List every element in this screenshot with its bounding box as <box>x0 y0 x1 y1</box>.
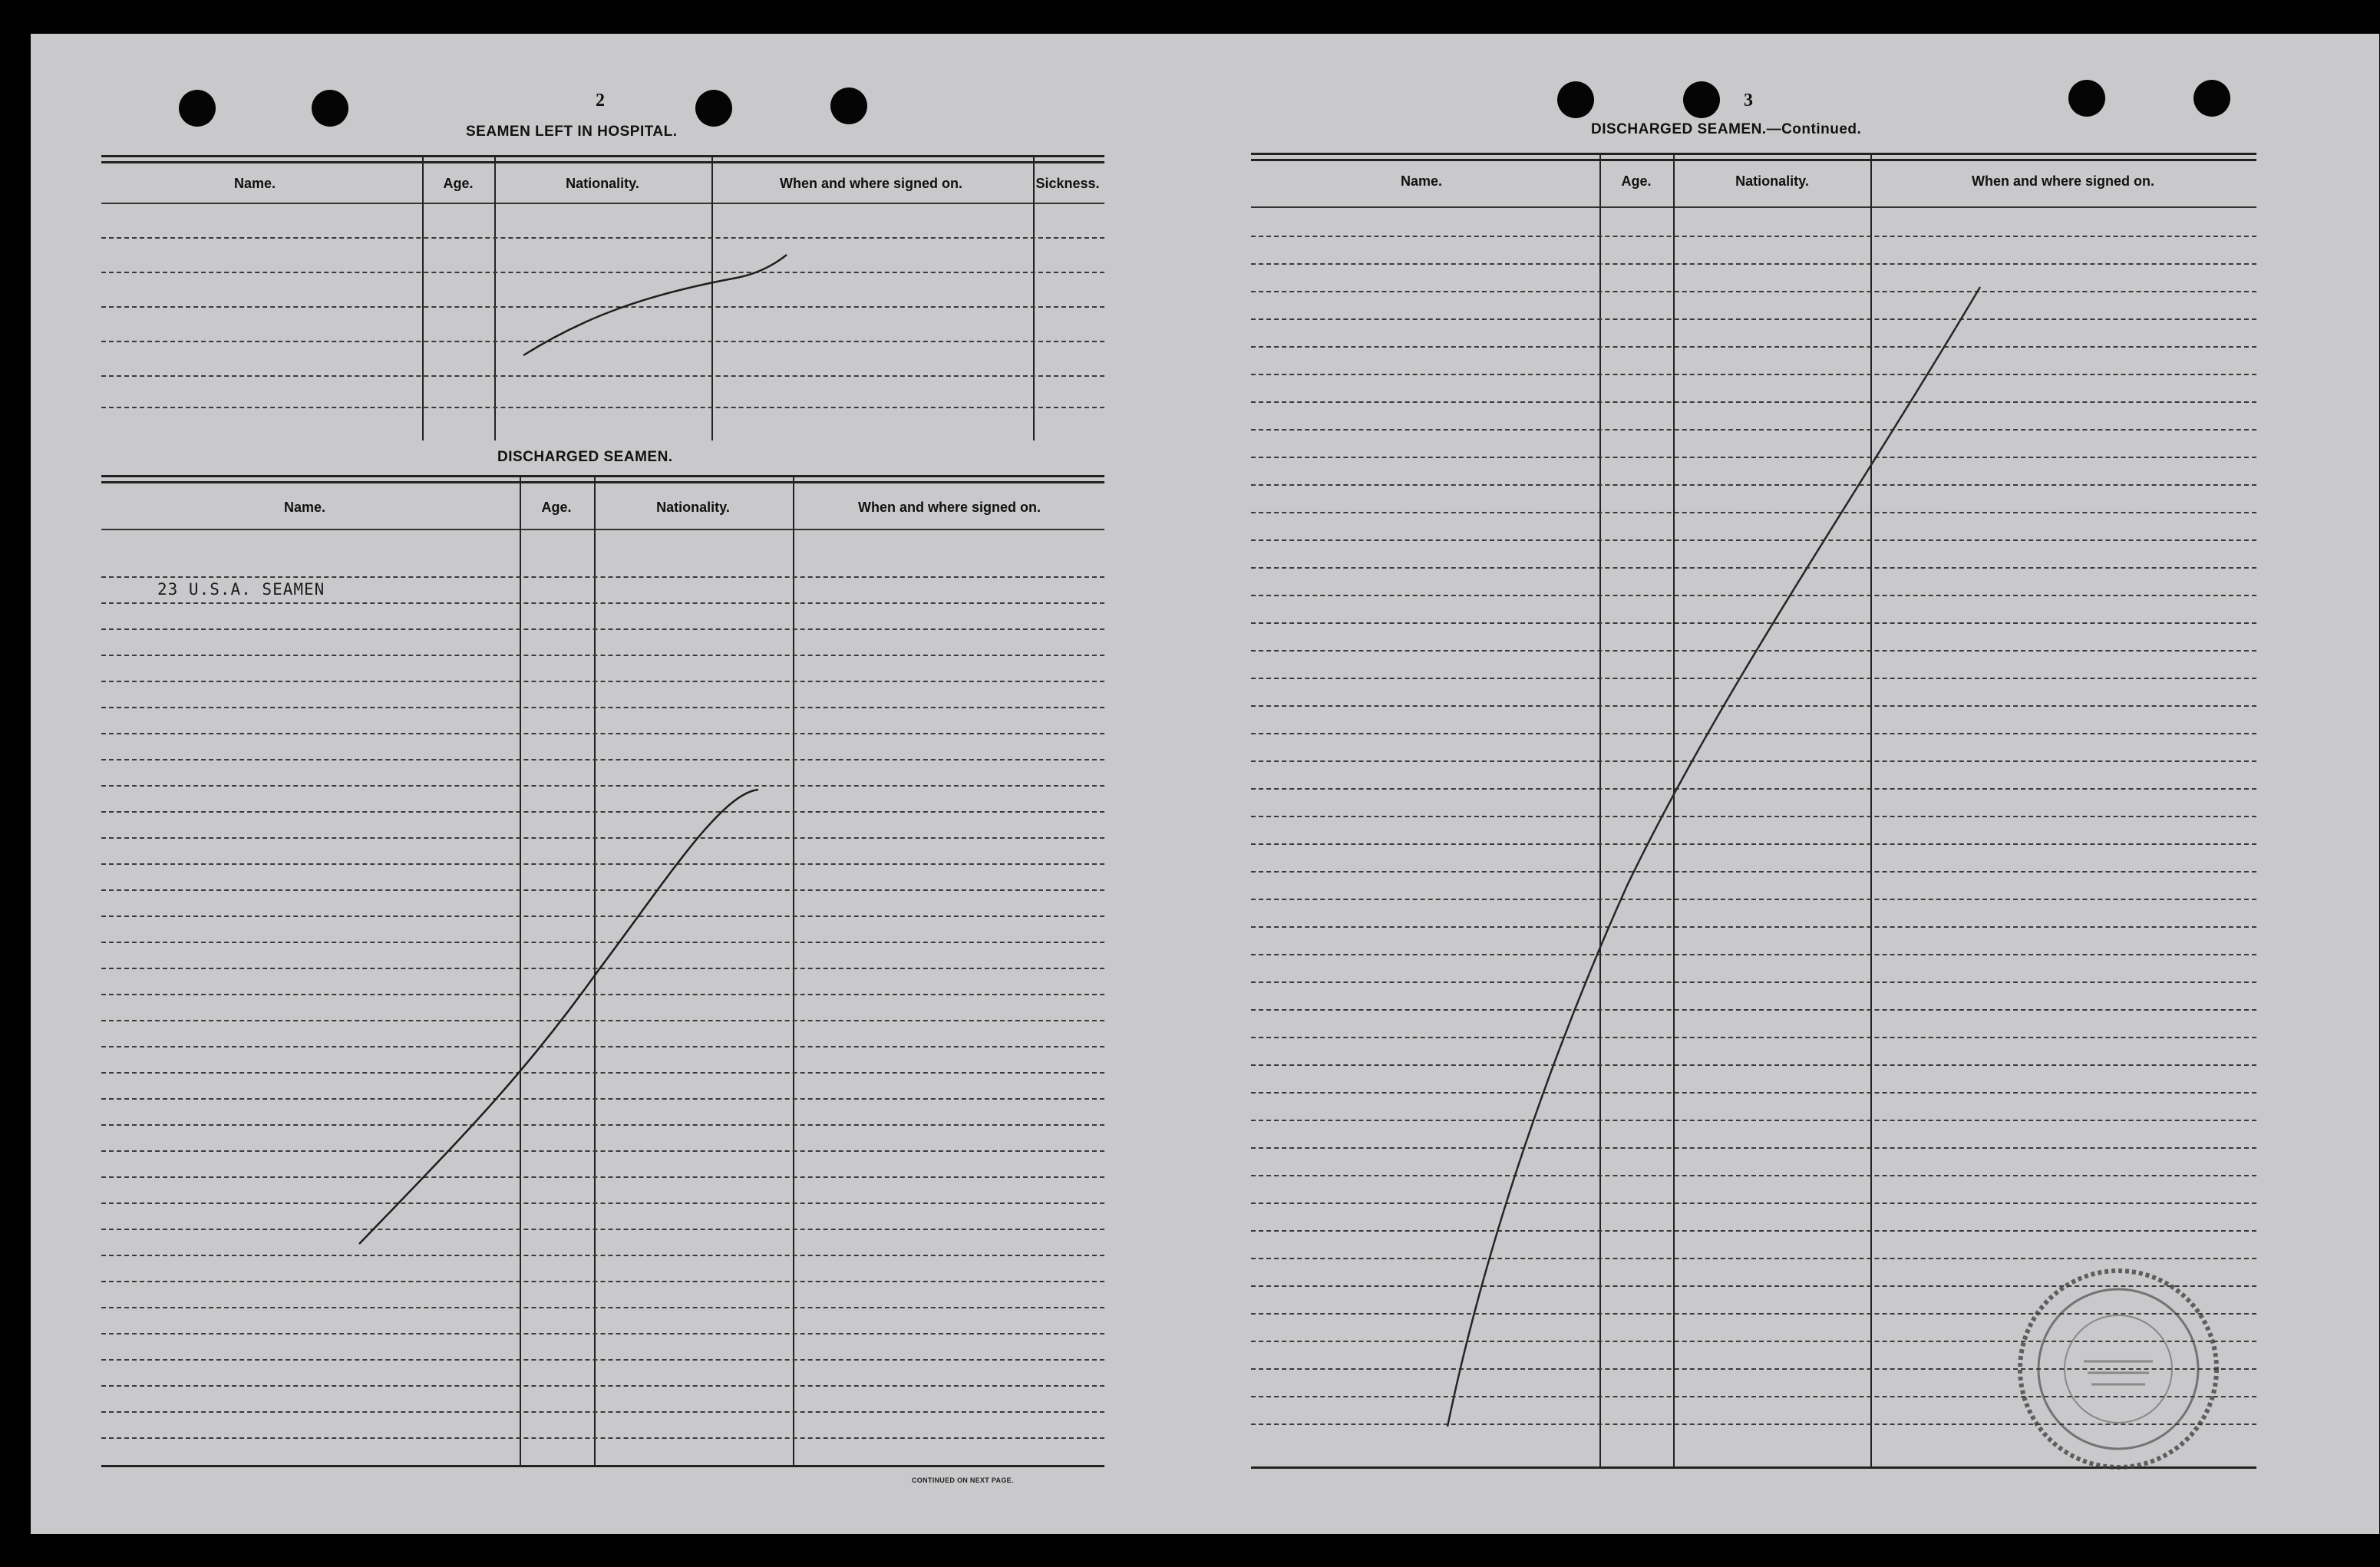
column-header-nationality: Nationality. <box>656 500 730 515</box>
column-header-name: Name. <box>233 176 276 191</box>
column-header-age: Age. <box>541 500 572 515</box>
column-header-signed-on: When and where signed on. <box>857 500 1041 515</box>
page-number-left: 2 <box>596 91 605 111</box>
column-header-name: Name. <box>1400 173 1443 189</box>
discharged-continued-title: DISCHARGED SEAMEN.—Continued. <box>1591 121 1862 137</box>
pencil-cancellation-marks <box>31 34 2379 1534</box>
column-header-nationality: Nationality. <box>566 176 639 191</box>
column-header-sickness: Sickness. <box>1035 176 1100 191</box>
column-header-age: Age. <box>1621 173 1652 189</box>
column-header-name: Name. <box>283 500 326 515</box>
column-header-age: Age. <box>443 176 474 191</box>
hospital-section-title: SEAMEN LEFT IN HOSPITAL. <box>466 124 678 140</box>
page-number-right: 3 <box>1744 91 1753 111</box>
continued-footer: CONTINUED ON NEXT PAGE. <box>912 1476 1014 1484</box>
column-header-nationality: Nationality. <box>1735 173 1809 189</box>
list-item: 23 U.S.A. SEAMEN <box>157 580 325 599</box>
column-header-signed-on: When and where signed on. <box>779 176 963 191</box>
column-header-signed-on: When and where signed on. <box>1971 173 2155 189</box>
discharged-section-title: DISCHARGED SEAMEN. <box>497 449 673 465</box>
document-sheet <box>31 34 2379 1534</box>
